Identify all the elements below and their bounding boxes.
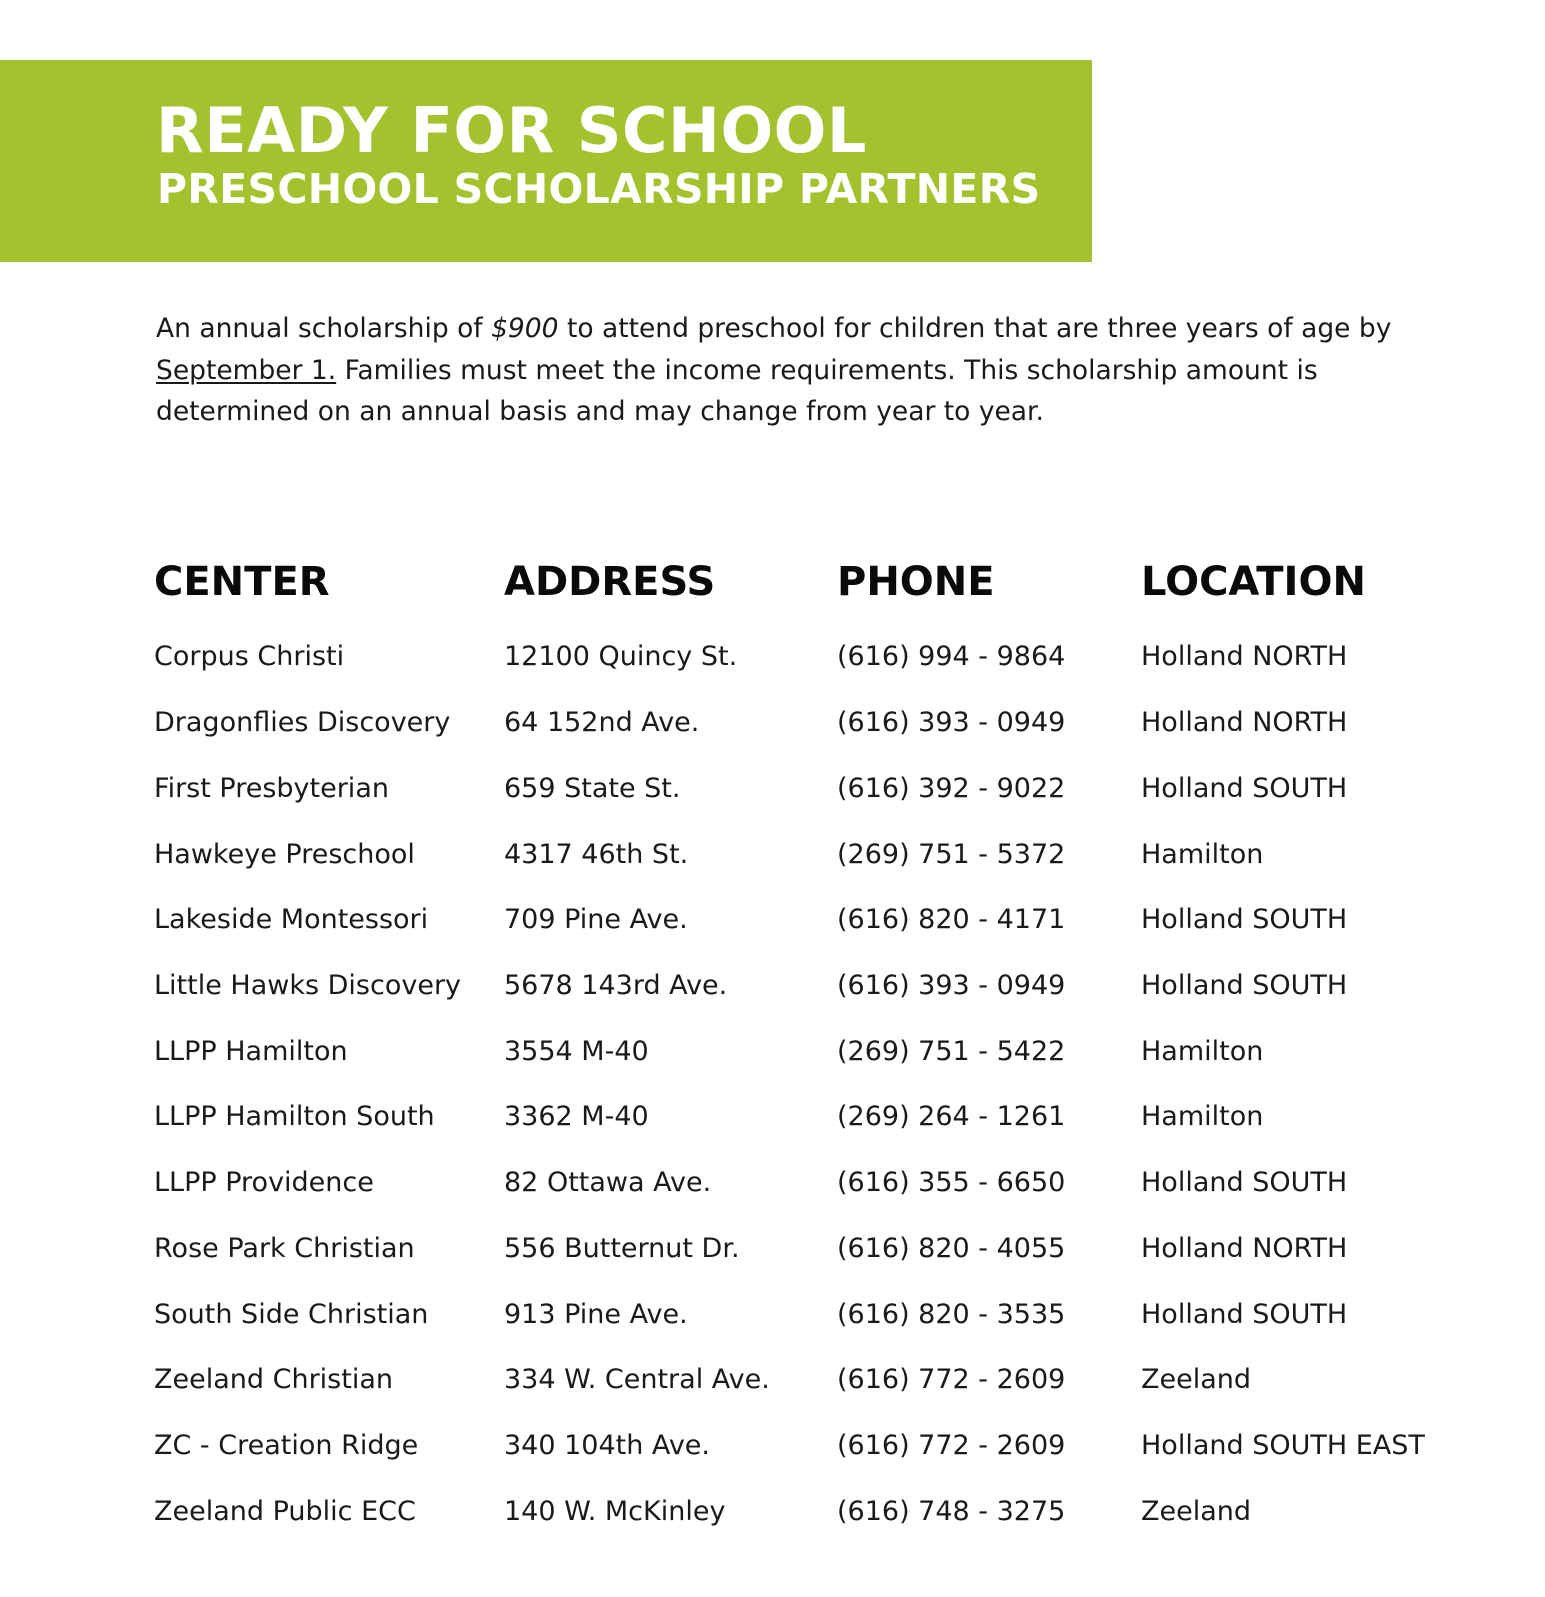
table-row	[0, 1360, 1545, 1426]
center-address: 556 Butternut Dr.	[504, 1233, 740, 1264]
center-phone: (269) 264 - 1261	[837, 1101, 1066, 1132]
center-location: Holland SOUTH	[1141, 1299, 1348, 1330]
center-phone: (616) 772 - 2609	[837, 1430, 1066, 1461]
center-address: 340 104th Ave.	[504, 1430, 710, 1461]
center-name: Rose Park Christian	[154, 1233, 415, 1264]
header-address: ADDRESS	[504, 559, 716, 605]
center-location: Holland NORTH	[1141, 641, 1348, 672]
center-name: Lakeside Montessori	[154, 904, 429, 935]
center-phone: (616) 355 - 6650	[837, 1167, 1066, 1198]
table-row	[0, 1032, 1545, 1098]
intro-paragraph	[156, 308, 1406, 433]
center-phone: (616) 748 - 3275	[837, 1496, 1066, 1527]
center-location: Hamilton	[1141, 1101, 1264, 1132]
center-name: LLPP Hamilton South	[154, 1101, 435, 1132]
center-location: Holland SOUTH	[1141, 1167, 1348, 1198]
center-address: 5678 143rd Ave.	[504, 970, 728, 1001]
center-location: Zeeland	[1141, 1364, 1252, 1395]
table-row	[0, 1097, 1545, 1163]
center-phone: (616) 820 - 4055	[837, 1233, 1066, 1264]
center-phone: (269) 751 - 5422	[837, 1036, 1066, 1067]
center-address: 64 152nd Ave.	[504, 707, 700, 738]
header-banner	[0, 60, 1092, 262]
center-name: LLPP Providence	[154, 1167, 374, 1198]
center-name: Zeeland Christian	[154, 1364, 393, 1395]
center-location: Holland NORTH	[1141, 707, 1348, 738]
center-address: 709 Pine Ave.	[504, 904, 688, 935]
center-location: Holland SOUTH	[1141, 773, 1348, 804]
center-name: Corpus Christi	[154, 641, 345, 672]
scholarship-amount: $900	[491, 313, 559, 344]
center-phone: (616) 393 - 0949	[837, 707, 1066, 738]
center-address: 3362 M-40	[504, 1101, 649, 1132]
center-phone: (269) 751 - 5372	[837, 839, 1066, 870]
center-name: Zeeland Public ECC	[154, 1496, 416, 1527]
center-location: Holland SOUTH	[1141, 904, 1348, 935]
center-name: Hawkeye Preschool	[154, 839, 415, 870]
center-phone: (616) 994 - 9864	[837, 641, 1066, 672]
center-phone: (616) 820 - 4171	[837, 904, 1066, 935]
table-row	[0, 1426, 1545, 1492]
intro-text-1: An annual scholarship of	[156, 313, 492, 344]
center-phone: (616) 772 - 2609	[837, 1364, 1066, 1395]
center-name: Dragonflies Discovery	[154, 707, 451, 738]
table-row	[0, 1163, 1545, 1229]
center-address: 140 W. McKinley	[504, 1496, 726, 1527]
center-address: 12100 Quincy St.	[504, 641, 738, 672]
center-name: ZC - Creation Ridge	[154, 1430, 419, 1461]
header-phone: PHONE	[837, 559, 995, 605]
center-name: LLPP Hamilton	[154, 1036, 348, 1067]
center-location: Hamilton	[1141, 839, 1264, 870]
page-title: READY FOR SCHOOL	[156, 94, 867, 167]
center-address: 659 State St.	[504, 773, 681, 804]
center-phone: (616) 392 - 9022	[837, 773, 1066, 804]
age-cutoff-date: September 1.	[156, 354, 337, 386]
table-row	[0, 1492, 1545, 1558]
center-phone: (616) 393 - 0949	[837, 970, 1066, 1001]
center-address: 4317 46th St.	[504, 839, 689, 870]
center-name: First Presbyterian	[154, 773, 389, 804]
table-row	[0, 966, 1545, 1032]
table-row	[0, 769, 1545, 835]
center-address: 913 Pine Ave.	[504, 1299, 688, 1330]
center-address: 334 W. Central Ave.	[504, 1364, 770, 1395]
center-location: Holland NORTH	[1141, 1233, 1348, 1264]
table-row	[0, 1229, 1545, 1295]
center-location: Holland SOUTH	[1141, 970, 1348, 1001]
page-subtitle: PRESCHOOL SCHOLARSHIP PARTNERS	[157, 165, 1041, 213]
intro-text-2: to attend preschool for children that are three years of age by	[558, 313, 1392, 344]
table-row	[0, 900, 1545, 966]
table-row	[0, 637, 1545, 703]
header-location: LOCATION	[1141, 559, 1366, 605]
center-location: Hamilton	[1141, 1036, 1264, 1067]
center-location: Zeeland	[1141, 1496, 1252, 1527]
table-row	[0, 703, 1545, 769]
center-name: South Side Christian	[154, 1299, 429, 1330]
center-phone: (616) 820 - 3535	[837, 1299, 1066, 1330]
center-address: 82 Ottawa Ave.	[504, 1167, 712, 1198]
table-row	[0, 835, 1545, 901]
center-name: Little Hawks Discovery	[154, 970, 462, 1001]
intro-text-3: Families must meet the income requirements. This scholarship amount is determined on an annual basis and may change from year to year.	[156, 354, 1318, 427]
center-location: Holland SOUTH EAST	[1141, 1430, 1425, 1461]
header-center: CENTER	[154, 559, 330, 605]
table-row	[0, 1295, 1545, 1361]
center-address: 3554 M-40	[504, 1036, 649, 1067]
